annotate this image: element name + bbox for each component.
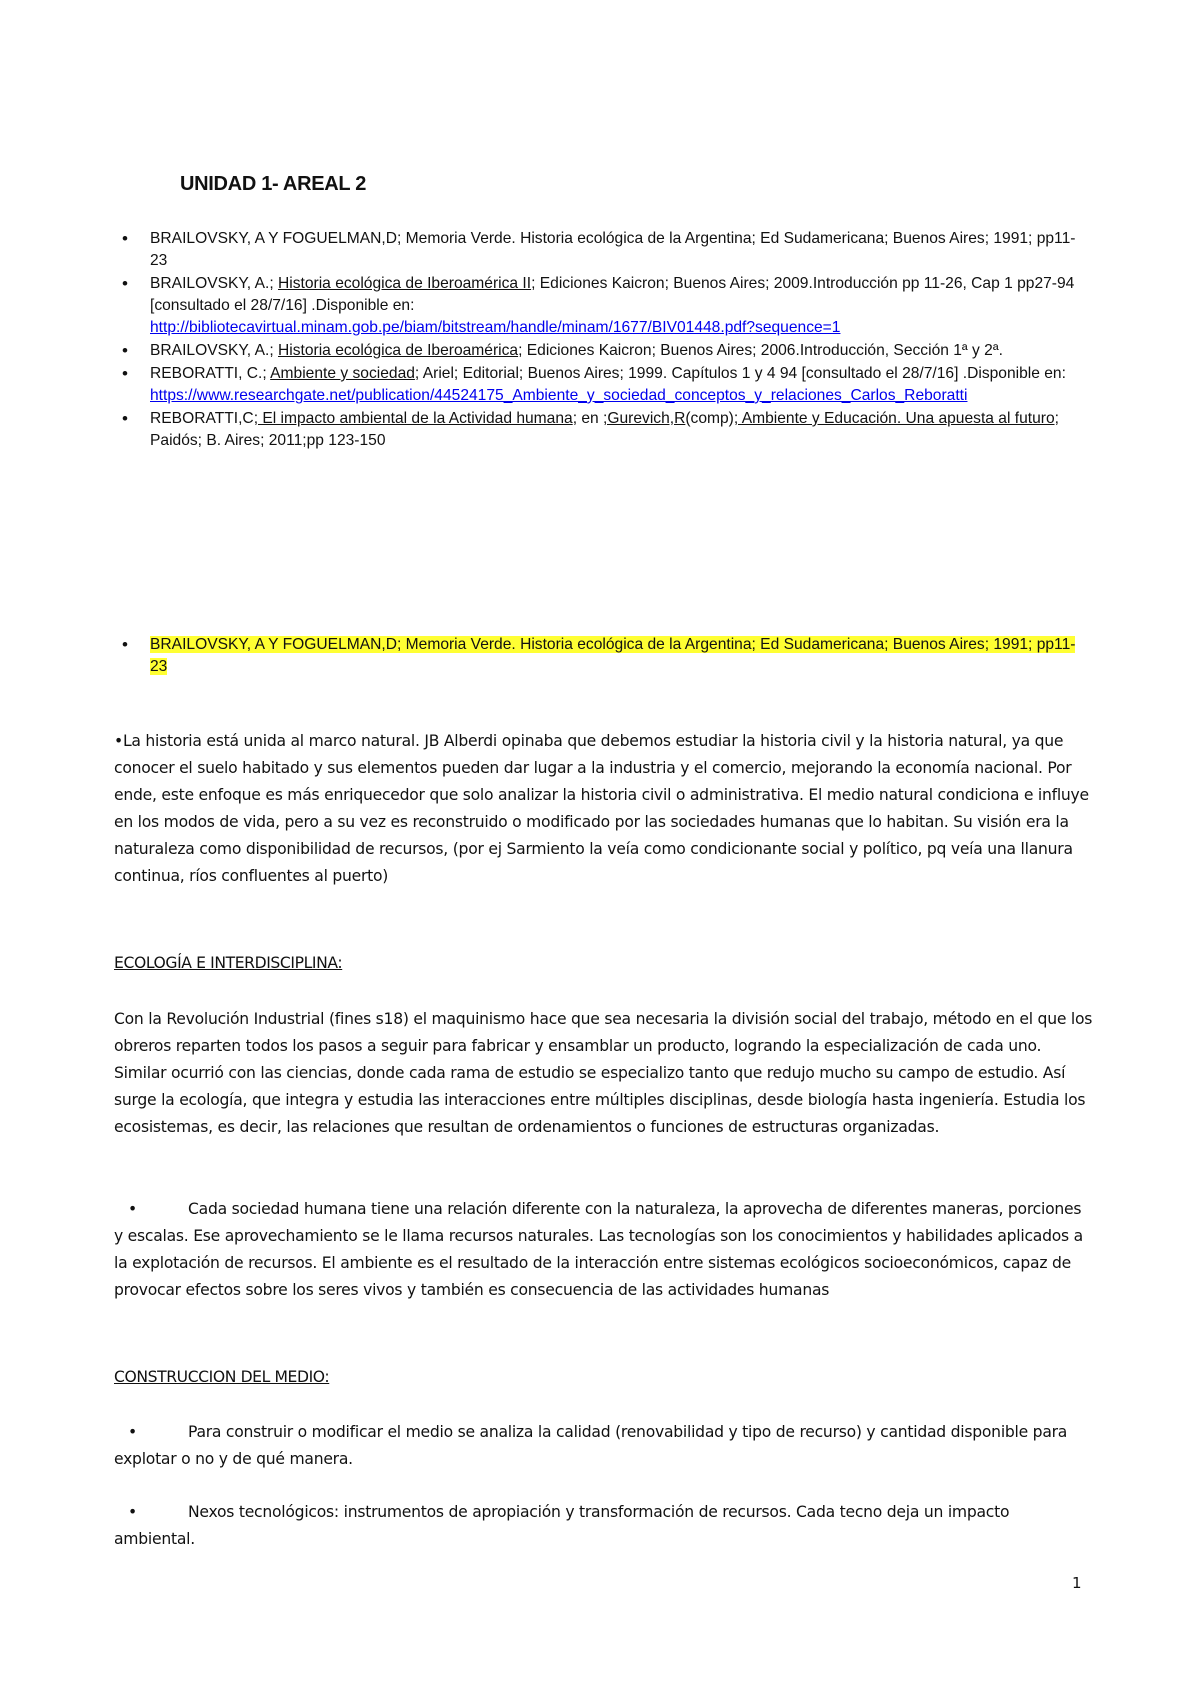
reference-details: ; Ediciones Kaicron; Buenos Aires; 2009.Introducción pp 11-26, Cap 1 pp27-94 [consultado el 28/7/16] .Disponible en:: [150, 275, 1075, 314]
reference-list: [118, 228, 1090, 453]
highlighted-reference: [118, 634, 1090, 678]
document-title: UNIDAD 1- AREAL 2: [180, 173, 367, 195]
bullet-marker: •: [128, 1200, 137, 1218]
paragraph-revolucion-industrial: Con la Revolución Industrial (fines s18) el maquinismo hace que sea necesaria la división social del trabajo, método en el que los obreros reparten todos los pasos a seguir para fabricar y ensamblar un producto, logrando la especialización de cada uno. Similar ocurrió con las ciencias, donde cada rama de estudio se especializo tanto que redujo mucho su campo de estudio. Así surge la ecología, que integra y estudia las interacciones entre múltiples disciplinas, desde biología hasta ingeniería. Estudia los ecosistemas, es decir, las relaciones que resultan de ordenamientos o funciones de estructuras organizadas.: [114, 1010, 1093, 1136]
bullet-text: Para construir o modificar el medio se analiza la calidad (renovabilidad y tipo de recurso) y cantidad disponible para explotar o no y de qué manera.: [114, 1423, 1068, 1468]
reference-link[interactable]: https://www.researchgate.net/publication/44524175_Ambiente_y_sociedad_conceptos_y_relaciones_Carlos_Reboratti: [150, 387, 968, 404]
reference-book-title: Ambiente y sociedad: [270, 365, 415, 382]
bullet-text: Nexos tecnológicos: instrumentos de apropiación y transformación de recursos. Cada tecno deja un impacto ambiental.: [114, 1503, 1010, 1548]
reference-text: BRAILOVSKY, A Y FOGUELMAN,D; Memoria Verde. Historia ecológica de la Argentina; Ed Sudamericana; Buenos Aires; 1991; pp11-23: [150, 230, 1076, 269]
reference-details: (comp): [685, 410, 734, 427]
highlighted-reference-text: BRAILOVSKY, A Y FOGUELMAN,D; Memoria Verde. Historia ecológica de la Argentina; Ed Sudamericana; Buenos Aires; 1991; pp11-23: [150, 636, 1076, 675]
reference-details: ; en: [572, 410, 604, 427]
section-heading-construccion: CONSTRUCCION DEL MEDIO:: [114, 1368, 330, 1386]
reference-details: ; Ariel; Editorial; Buenos Aires; 1999. Capítulos 1 y 4 94 [consultado el 28/7/16] .Disponible en:: [414, 365, 1066, 382]
reference-book-title: Historia ecológica de Iberoamérica II: [278, 275, 532, 292]
reference-author: BRAILOVSKY, A.;: [150, 342, 278, 359]
reference-details: ; Ediciones Kaicron; Buenos Aires; 2006.Introducción, Sección 1ª y 2ª.: [518, 342, 1003, 359]
bullet-text: Cada sociedad humana tiene una relación diferente con la naturaleza, la aprovecha de diferentes maneras, porciones y escalas. Ese aprovechamiento se le llama recursos naturales. Las tecnologías son los conocimientos y habilidades aplicados a la explotación de recursos. El ambiente es el resultado de la interacción entre sistemas ecológicos socioeconómicos, capaz de provocar efectos sobre los seres vivos y también es consecuencia de las actividades humanas: [114, 1200, 1083, 1299]
bullet-marker: •: [128, 1503, 137, 1521]
bullet-paragraph-nexos: [114, 1499, 1094, 1553]
reference-book-title: Historia ecológica de Iberoamérica: [278, 342, 519, 359]
bullet-paragraph-calidad: [114, 1419, 1094, 1473]
reference-editor: ;Gurevich,R: [603, 410, 686, 427]
reference-author: REBORATTI, C.;: [150, 365, 271, 382]
paragraph-alberdi: •La historia está unida al marco natural. JB Alberdi opinaba que debemos estudiar la historia civil y la historia natural, ya que conocer el suelo habitado y sus elementos pueden dar lugar a la industria y el comercio, mejorando la economía nacional. Por ende, este enfoque es más enriquecedor que solo analizar la historia civil o administrativa. El medio natural condiciona e influye en los modos de vida, pero a su vez es reconstruido o modificado por las sociedades humanas que lo habitan. Su visión era la naturaleza como disponibilidad de recursos, (por ej Sarmiento la veía como condicionante social y político, pq veía una llanura continua, ríos confluentes al puerto): [114, 732, 1089, 885]
reference-details: Paidós; B. Aires; 2011;pp 123-150: [150, 432, 386, 449]
reference-item: [118, 363, 1090, 407]
section-heading-ecologia: ECOLOGÍA E INTERDISCIPLINA:: [114, 954, 343, 972]
reference-author: REBORATTI,C: [150, 410, 254, 427]
page-number: 1: [1072, 1574, 1082, 1592]
reference-link[interactable]: http://bibliotecavirtual.minam.gob.pe/biam/bitstream/handle/minam/1677/BIV01448.pdf?sequence=1: [150, 319, 841, 336]
reference-author: BRAILOVSKY, A.;: [150, 275, 278, 292]
reference-collection-title: ; Ambiente y Educación. Una apuesta al futuro;: [733, 410, 1059, 427]
reference-item: [118, 408, 1090, 452]
reference-item: [118, 273, 1090, 339]
bullet-marker: •: [128, 1423, 137, 1441]
reference-item: [118, 340, 1090, 362]
reference-item: [118, 228, 1090, 272]
bullet-marker: •: [122, 635, 128, 654]
bullet-paragraph-sociedad: [114, 1196, 1094, 1304]
reference-book-title: ; El impacto ambiental de la Actividad humana: [253, 410, 573, 427]
